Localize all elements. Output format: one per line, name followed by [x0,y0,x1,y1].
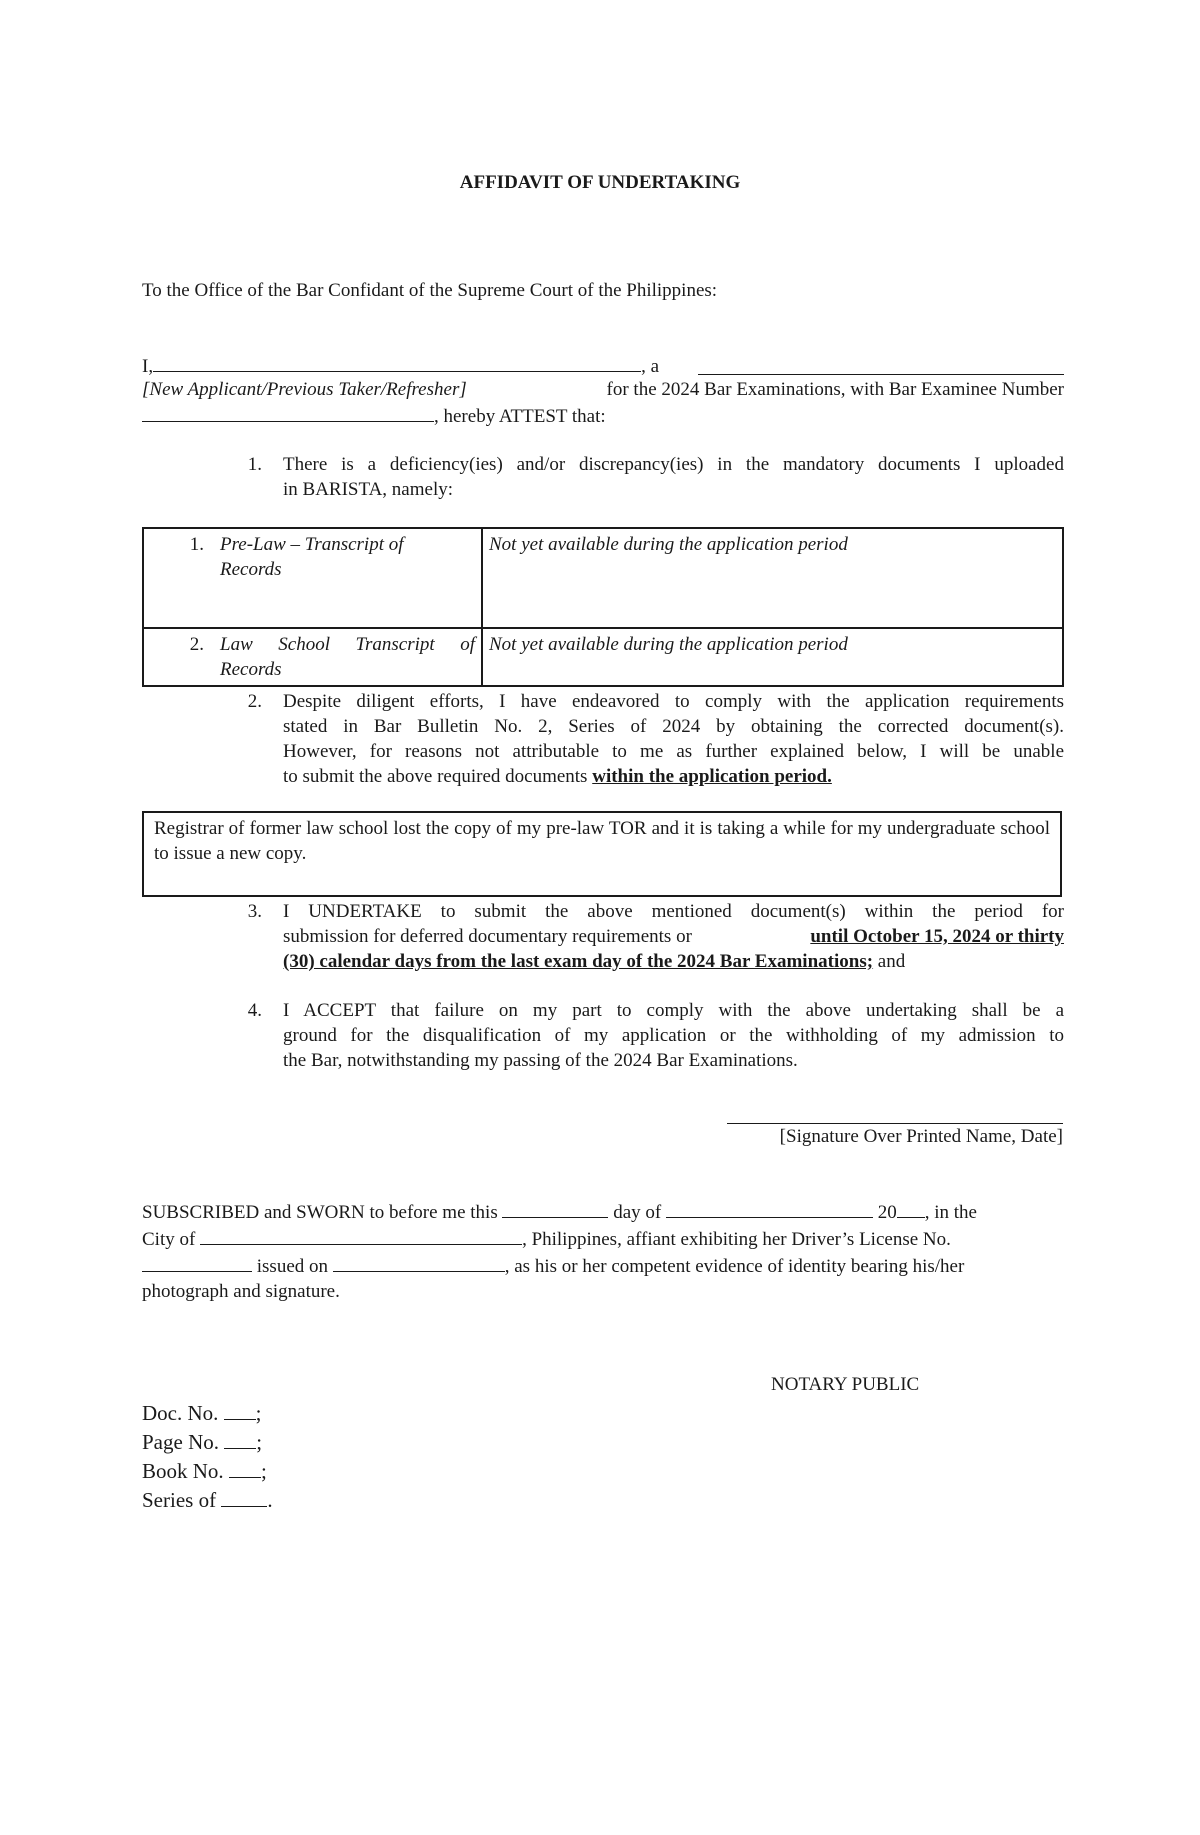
book-no-blank[interactable] [229,1456,261,1478]
city-blank[interactable] [200,1225,522,1245]
status-cell: Not yet available during the application period [482,628,1063,686]
jurat-line-3: issued on , as his or her competent evidence of identity bearing his/her [142,1252,1064,1279]
addressee: To the Office of the Bar Confidant of the Supreme Court of the Philippines: [142,280,718,301]
item-1-line-1: There is a deficiency(ies) and/or discrepancy(ies) in the mandatory documents I uploaded [283,454,1064,475]
deficiency-table [142,527,1064,687]
page-no-blank[interactable] [224,1427,256,1449]
item-4-text [283,998,1064,1073]
document-cell [143,528,482,628]
signature-caption: [Signature Over Printed Name, Date] [779,1126,1063,1147]
intro-line-3 [142,402,606,429]
row-number: 2. [189,634,204,655]
item-2-number: 2. [247,691,262,712]
item-3-line-3: (30) calendar days from the last exam day of the 2024 Bar Examinations; and [283,951,906,972]
item-1-line-2: in BARISTA, namely: [283,479,453,500]
intro-line-1 [142,352,1064,379]
month-blank[interactable] [666,1198,873,1218]
series-line: Series of . [142,1485,273,1514]
examinee-number-blank[interactable] [142,402,434,422]
attest-text: , hereby ATTEST that: [434,406,606,427]
doc-no-line: Doc. No. ; [142,1398,273,1427]
document-name-line-2: Records [220,559,282,580]
application-period-emphasis: within the application period. [592,766,832,787]
name-blank[interactable] [153,352,641,372]
item-3-number: 3. [247,901,262,922]
document-name-line-2: Records [220,659,282,680]
doc-no-blank[interactable] [224,1398,256,1420]
license-number-blank[interactable] [142,1252,252,1272]
item-1-number: 1. [247,454,262,475]
status-cell: Not yet available during the application period [482,528,1063,628]
document-name-line-1: Pre-Law – Transcript of [220,534,404,555]
deadline-emphasis-1: until October 15, 2024 or thirty [810,926,1064,947]
year-blank[interactable] [897,1198,925,1218]
item-2-line-4: to submit the above required documents within the application period. [283,766,832,787]
document-cell [143,628,482,686]
explanation-box: Registrar of former law school lost the copy of my pre-law TOR and it is taking a while for my undergraduate school to issue a new copy. [142,811,1062,897]
intro-line-2 [142,377,1064,402]
series-blank[interactable] [221,1485,267,1507]
item-3-text [283,899,1064,974]
issued-on-blank[interactable] [333,1252,505,1272]
item-2-text [283,689,1064,789]
day-blank[interactable] [502,1198,608,1218]
item-2-line-3: However, for reasons not attributable to me as further explained below, I will be unable [283,741,1064,762]
page-no-line: Page No. ; [142,1427,273,1456]
i-label: I, [142,356,154,377]
jurat-line-1: SUBSCRIBED and SWORN to before me this day of 20 , in the [142,1198,1064,1225]
applicant-type: [New Applicant/Previous Taker/Refresher] [142,379,467,400]
item-3-line-2: submission for deferred documentary requirements or until October 15, 2024 or thirty [283,926,1064,947]
item-4-number: 4. [247,1000,262,1021]
item-2-line-1: Despite diligent efforts, I have endeavored to comply with the application requirements [283,691,1064,712]
book-no-line: Book No. ; [142,1456,273,1485]
table-row [143,528,1063,628]
notarial-register [142,1398,273,1514]
item-4-line-1: I ACCEPT that failure on my part to comply with the above undertaking shall be a [283,1000,1064,1021]
notary-public-label: NOTARY PUBLIC [771,1374,920,1395]
item-3-line-1: I UNDERTAKE to submit the above mentioned document(s) within the period for [283,901,1064,922]
document-name-line-1: Law School Transcript of [220,634,475,655]
item-4-line-3: the Bar, notwithstanding my passing of the 2024 Bar Examinations. [283,1050,798,1071]
row-number: 1. [189,534,204,555]
status-blank[interactable] [698,355,1064,375]
item-4-line-2: ground for the disqualification of my application or the withholding of my admission to [283,1025,1064,1046]
comma-a: , a [641,356,660,377]
deadline-emphasis-2: (30) calendar days from the last exam day of the 2024 Bar Examinations; [283,951,874,972]
document-title: AFFIDAVIT OF UNDERTAKING [459,172,741,193]
for-exam-text: for the 2024 Bar Examinations, with Bar Examinee Number [606,379,1064,400]
table-row [143,628,1063,686]
jurat-line-4: photograph and signature. [142,1281,340,1302]
item-1-text [283,452,1064,502]
jurat-line-2: City of , Philippines, affiant exhibiting her Driver’s License No. [142,1225,1064,1252]
jurat [142,1198,1064,1304]
item-2-line-2: stated in Bar Bulletin No. 2, Series of 2024 by obtaining the corrected document(s). [283,716,1064,737]
